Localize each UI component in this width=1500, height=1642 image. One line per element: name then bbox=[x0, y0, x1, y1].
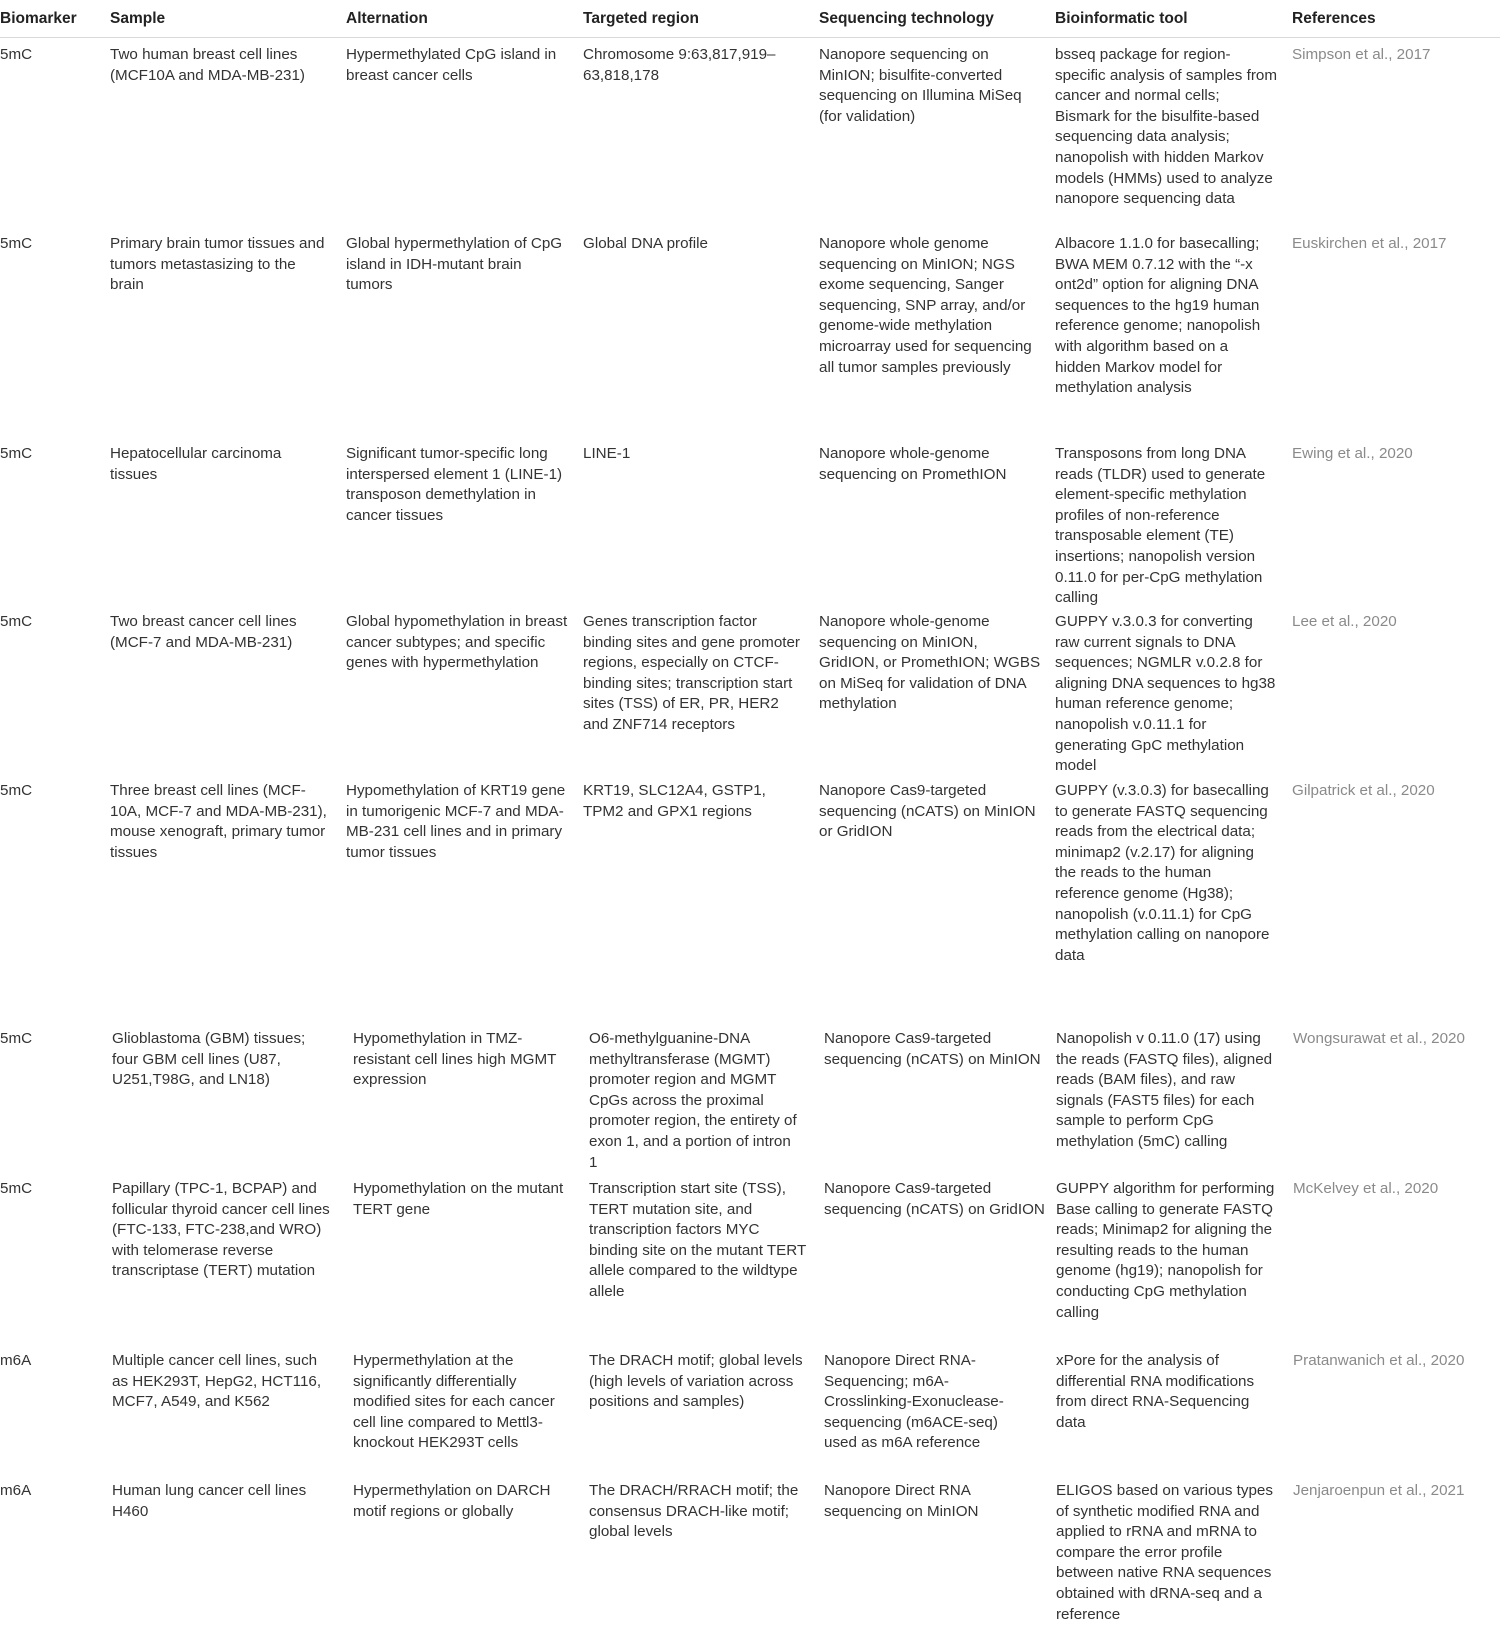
cell-biomarker: 5mC bbox=[0, 613, 33, 630]
cell-bioinformatic-tool: Transposons from long DNA reads (TLDR) used to generate element-specific methylation profiles of non-reference transposable element (TE) insertions; nanopolish version 0.11.0 for per-CpG methylation calling bbox=[1055, 445, 1266, 607]
header-sample: Sample bbox=[110, 10, 166, 27]
cell-sample: Glioblastoma (GBM) tissues; four GBM cell lines (U87, U251,T98G, and LN18) bbox=[112, 1030, 306, 1089]
cell-reference: Pratanwanich et al., 2020 bbox=[1293, 1352, 1465, 1369]
cell-bioinformatic-tool: bsseq package for region-specific analysis of samples from cancer and normal cells; Bismark for the bisulfite-based sequencing data analysis; nanopolish with hidden Markov models (HMMs) used to analyze nanopore sequencing data bbox=[1055, 46, 1277, 208]
cell-targeted-region: Transcription start site (TSS), TERT mutation site, and transcription factors MYC binding site on the mutant TERT allele compared to the wildtype allele bbox=[589, 1180, 806, 1300]
cell-targeted-region: The DRACH/RRACH motif; the consensus DRACH-like motif; global levels bbox=[589, 1482, 799, 1541]
cell-sequencing-technology: Nanopore whole-genome sequencing on MinION, GridION, or PromethION; WGBS on MiSeq for validation of DNA methylation bbox=[819, 613, 1041, 713]
cell-sample: Hepatocellular carcinoma tissues bbox=[110, 445, 282, 483]
cell-sample: Three breast cell lines (MCF-10A, MCF-7 and MDA-MB-231), mouse xenograft, primary tumor tissues bbox=[110, 782, 327, 861]
cell-sequencing-technology: Nanopore Cas9-targeted sequencing (nCATS) on MinION or GridION bbox=[819, 782, 1036, 841]
cell-alternation: Global hypermethylation of CpG island in IDH-mutant brain tumors bbox=[346, 235, 563, 294]
cell-biomarker: m6A bbox=[0, 1352, 32, 1369]
cell-biomarker: 5mC bbox=[0, 782, 33, 799]
header-alternation: Alternation bbox=[346, 10, 428, 27]
cell-bioinformatic-tool: GUPPY algorithm for performing Base calling to generate FASTQ reads; Minimap2 for aligning the resulting reads to the human genome (hg19); nanopolish for conducting CpG methylation calling bbox=[1056, 1180, 1275, 1321]
cell-biomarker: 5mC bbox=[0, 46, 33, 63]
cell-alternation: Hypermethylation at the significantly differentially modified sites for each cancer cell line compared to Mettl3-knockout HEK293T cells bbox=[353, 1352, 555, 1452]
cell-sample: Two human breast cell lines (MCF10A and MDA-MB-231) bbox=[110, 46, 305, 84]
cell-targeted-region: Genes transcription factor binding sites and gene promoter regions, especially on CTCF-binding sites; transcription start sites (TSS) of ER, PR, HER2 and ZNF714 receptors bbox=[583, 613, 800, 733]
cell-reference: Simpson et al., 2017 bbox=[1292, 46, 1431, 63]
cell-sequencing-technology: Nanopore whole genome sequencing on MinION; NGS exome sequencing, Sanger sequencing, SNP array, and/or genome-wide methylation microarray used for sequencing all tumor samples previously bbox=[819, 235, 1032, 376]
cell-sequencing-technology: Nanopore whole-genome sequencing on PromethION bbox=[819, 445, 1007, 483]
cell-reference: Euskirchen et al., 2017 bbox=[1292, 235, 1447, 252]
cell-biomarker: m6A bbox=[0, 1482, 32, 1499]
cell-bioinformatic-tool: GUPPY v.3.0.3 for converting raw current signals to DNA sequences; NGMLR v.0.2.8 for aligning DNA sequences to hg38 human reference genome; nanopolish v.0.11.1 for generating GpC methylation model bbox=[1055, 613, 1276, 775]
cell-reference: Jenjaroenpun et al., 2021 bbox=[1293, 1482, 1465, 1499]
header-bioinformatic-tool: Bioinformatic tool bbox=[1055, 10, 1188, 27]
cell-sample: Human lung cancer cell lines H460 bbox=[112, 1482, 307, 1520]
cell-alternation: Global hypomethylation in breast cancer subtypes; and specific genes with hypermethylation bbox=[346, 613, 568, 672]
cell-sample: Two breast cancer cell lines (MCF-7 and MDA-MB-231) bbox=[110, 613, 297, 651]
cell-sequencing-technology: Nanopore Direct RNA sequencing on MinION bbox=[824, 1482, 979, 1520]
cell-targeted-region: O6-methylguanine-DNA methyltransferase (MGMT) promoter region and MGMT CpGs across the proximal promoter region, the entirety of exon 1, and a portion of intron 1 bbox=[589, 1030, 797, 1171]
cell-bioinformatic-tool: xPore for the analysis of differential RNA modifications from direct RNA-Sequencing data bbox=[1056, 1352, 1255, 1431]
header-references: References bbox=[1292, 10, 1376, 27]
cell-alternation: Significant tumor-specific long interspersed element 1 (LINE-1) transposon demethylation in cancer tissues bbox=[346, 445, 563, 524]
cell-biomarker: 5mC bbox=[0, 1180, 33, 1197]
cell-targeted-region: The DRACH motif; global levels (high levels of variation across positions and samples) bbox=[589, 1352, 803, 1411]
cell-bioinformatic-tool: ELIGOS based on various types of synthetic modified RNA and applied to rRNA and mRNA to compare the error profile between native RNA sequences obtained with dRNA-seq and a reference bbox=[1056, 1482, 1273, 1623]
cell-targeted-region: Chromosome 9:63,817,919–63,818,178 bbox=[583, 46, 776, 84]
cell-bioinformatic-tool: Albacore 1.1.0 for basecalling; BWA MEM 0.7.12 with the “-x ont2d” option for aligning DNA sequences to the hg19 human reference genome; nanopolish with algorithm based on a hidden Markov model for methylation analysis bbox=[1055, 235, 1261, 397]
cell-alternation: Hypomethylation on the mutant TERT gene bbox=[353, 1180, 564, 1218]
cell-biomarker: 5mC bbox=[0, 235, 33, 252]
cell-alternation: Hypomethylation of KRT19 gene in tumorigenic MCF-7 and MDA-MB-231 cell lines and in primary tumor tissues bbox=[346, 782, 566, 861]
cell-sample: Multiple cancer cell lines, such as HEK293T, HepG2, HCT116, MCF7, A549, and K562 bbox=[112, 1352, 322, 1411]
cell-targeted-region: Global DNA profile bbox=[583, 235, 708, 252]
cell-alternation: Hypomethylation in TMZ-resistant cell lines high MGMT expression bbox=[353, 1030, 557, 1089]
cell-biomarker: 5mC bbox=[0, 445, 33, 462]
header-biomarker: Biomarker bbox=[0, 10, 77, 27]
cell-alternation: Hypermethylated CpG island in breast cancer cells bbox=[346, 46, 557, 84]
cell-alternation: Hypermethylation on DARCH motif regions or globally bbox=[353, 1482, 551, 1520]
cell-reference: Lee et al., 2020 bbox=[1292, 613, 1397, 630]
cell-targeted-region: KRT19, SLC12A4, GSTP1, TPM2 and GPX1 regions bbox=[583, 782, 766, 820]
header-sequencing-technology: Sequencing technology bbox=[819, 10, 994, 27]
cell-sample: Papillary (TPC-1, BCPAP) and follicular thyroid cancer cell lines (FTC-133, FTC-238,and WRO) with telomerase reverse transcriptase (TERT) mutation bbox=[112, 1180, 330, 1280]
cell-reference: McKelvey et al., 2020 bbox=[1293, 1180, 1439, 1197]
cell-bioinformatic-tool: Nanopolish v 0.11.0 (17) using the reads (FASTQ files), aligned reads (BAM files), and raw signals (FAST5 files) for each sample to perform CpG methylation (5mC) calling bbox=[1056, 1030, 1273, 1150]
cell-biomarker: 5mC bbox=[0, 1030, 33, 1047]
cell-reference: Wongsurawat et al., 2020 bbox=[1293, 1030, 1465, 1047]
header-targeted-region: Targeted region bbox=[583, 10, 699, 27]
cell-targeted-region: LINE-1 bbox=[583, 445, 631, 462]
cell-sequencing-technology: Nanopore Cas9-targeted sequencing (nCATS) on MinION bbox=[824, 1030, 1041, 1068]
cell-bioinformatic-tool: GUPPY (v.3.0.3) for basecalling to generate FASTQ sequencing reads from the electrical data; minimap2 (v.2.17) for aligning the reads to the human reference genome (Hg38); nanopolish (v.0.11.1) for CpG methylation calling on nanopore data bbox=[1055, 782, 1270, 964]
cell-sample: Primary brain tumor tissues and tumors metastasizing to the brain bbox=[110, 235, 325, 294]
cell-reference: Gilpatrick et al., 2020 bbox=[1292, 782, 1435, 799]
cell-sequencing-technology: Nanopore Cas9-targeted sequencing (nCATS) on GridION bbox=[824, 1180, 1045, 1218]
table-header bbox=[0, 0, 1500, 38]
cell-reference: Ewing et al., 2020 bbox=[1292, 445, 1413, 462]
cell-sequencing-technology: Nanopore sequencing on MinION; bisulfite-converted sequencing on Illumina MiSeq (for validation) bbox=[819, 46, 1022, 125]
cell-sequencing-technology: Nanopore Direct RNA-Sequencing; m6A-Crosslinking-Exonuclease-sequencing (m6ACE-seq) used as m6A reference bbox=[824, 1352, 1004, 1452]
